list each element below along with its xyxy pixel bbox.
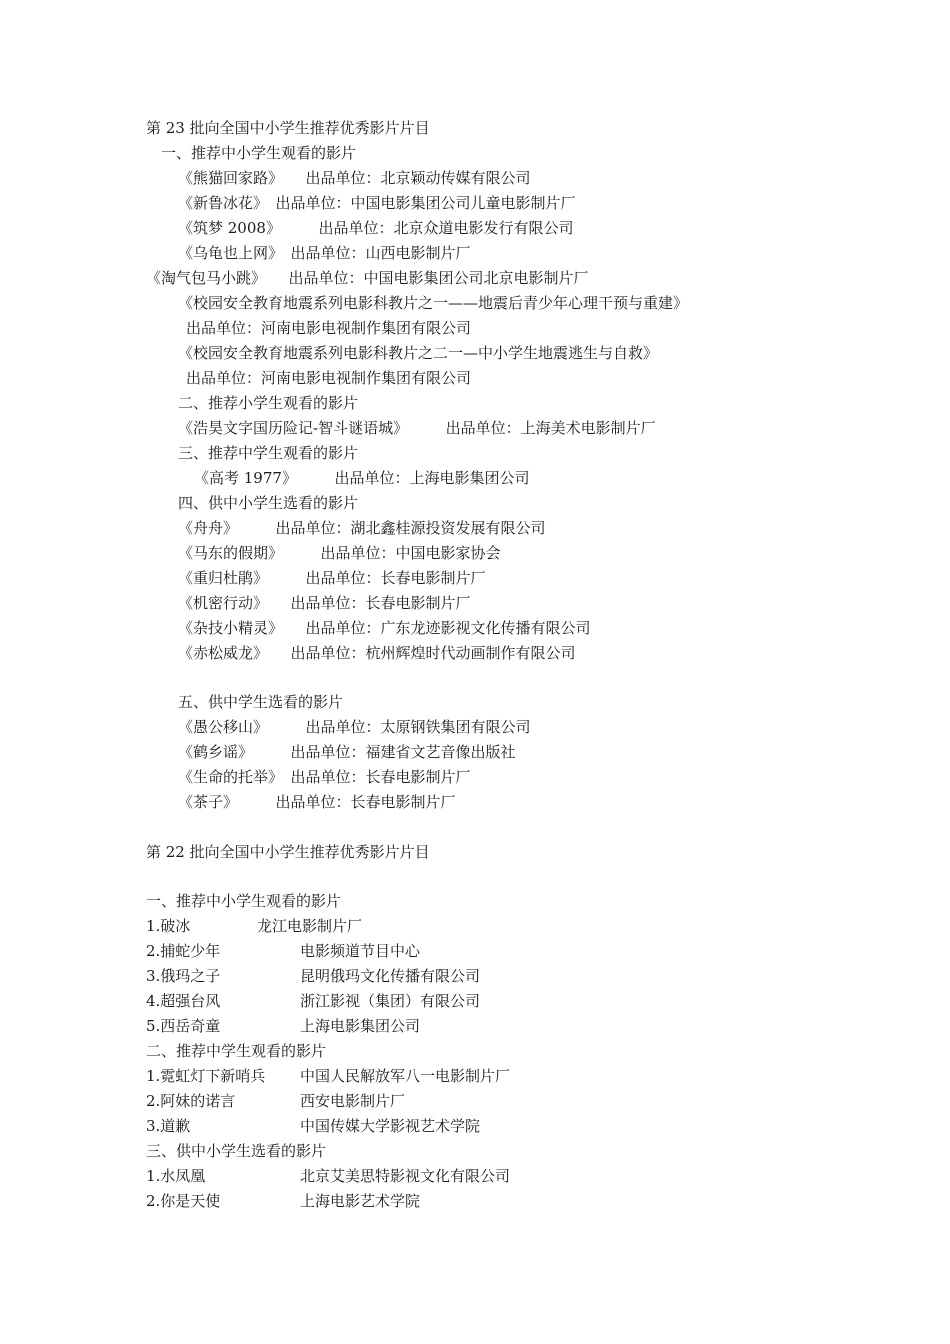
batch22-film-title: 4.超强台风 xyxy=(146,992,221,1010)
batch23-sec1-item: 《熊猫回家路》 出品单位：北京颖动传媒有限公司 xyxy=(178,169,531,187)
batch22-film-title: 1.破冰 xyxy=(146,917,191,935)
batch23-section-5-heading: 五、供中学生选看的影片 xyxy=(178,693,344,711)
batch22-producer: 中国传媒大学影视艺术学院 xyxy=(300,1117,481,1135)
batch23-sec1-item: 《筑梦 2008》 出品单位：北京众道电影发行有限公司 xyxy=(178,219,574,237)
batch23-sec4-item: 《赤松威龙》 出品单位：杭州辉煌时代动画制作有限公司 xyxy=(178,644,576,662)
batch23-sec1-item: 《校园安全教育地震系列电影科教片之二一—中小学生地震逃生与自救》 xyxy=(178,344,659,362)
batch23-sec3-item: 《高考 1977》 出品单位：上海电影集团公司 xyxy=(194,469,530,487)
batch23-section-3-heading: 三、推荐中学生观看的影片 xyxy=(178,444,359,462)
batch22-producer: 上海电影艺术学院 xyxy=(300,1192,421,1210)
batch23-sec4-item: 《机密行动》 出品单位：长春电影制片厂 xyxy=(178,594,471,612)
batch23-sec5-item: 《鹤乡谣》 出品单位：福建省文艺音像出版社 xyxy=(178,743,516,761)
batch23-sec1-item-producer: 出品单位：河南电影电视制作集团有限公司 xyxy=(186,369,472,387)
batch22-film-title: 2.捕蛇少年 xyxy=(146,942,221,960)
batch22-section-2-heading: 二、推荐中学生观看的影片 xyxy=(146,1042,327,1060)
batch23-sec5-item: 《愚公移山》 出品单位：太原钢铁集团有限公司 xyxy=(178,718,531,736)
batch22-film-title: 5.西岳奇童 xyxy=(146,1017,221,1035)
batch23-sec1-item: 《新鲁冰花》 出品单位：中国电影集团公司儿童电影制片厂 xyxy=(178,194,576,212)
batch22-producer: 西安电影制片厂 xyxy=(300,1092,406,1110)
batch23-sec1-item-producer: 出品单位：河南电影电视制作集团有限公司 xyxy=(186,319,472,337)
batch22-film-title: 1.霓虹灯下新哨兵 xyxy=(146,1067,266,1085)
batch23-sec2-item: 《浩昊文字国历险记-智斗谜语城》 出品单位：上海美术电影制片厂 xyxy=(178,419,656,437)
batch22-film-title: 2.你是天使 xyxy=(146,1192,221,1210)
batch23-sec4-item: 《舟舟》 出品单位：湖北鑫桂源投资发展有限公司 xyxy=(178,519,546,537)
batch23-sec1-item: 《淘气包马小跳》 出品单位：中国电影集团公司北京电影制片厂 xyxy=(146,269,589,287)
batch22-film-title: 1.水凤凰 xyxy=(146,1167,206,1185)
batch23-sec1-item: 《校园安全教育地震系列电影科教片之一——地震后青少年心理干预与重建》 xyxy=(178,294,689,312)
batch23-sec1-item: 《乌龟也上网》 出品单位：山西电影制片厂 xyxy=(178,244,471,262)
batch23-title: 第 23 批向全国中小学生推荐优秀影片片目 xyxy=(146,119,430,137)
batch23-sec4-item: 《重归杜鹃》 出品单位：长春电影制片厂 xyxy=(178,569,486,587)
batch22-producer: 上海电影集团公司 xyxy=(300,1017,421,1035)
batch22-film-title: 3.俄玛之子 xyxy=(146,967,221,985)
batch22-section-3-heading: 三、供中小学生选看的影片 xyxy=(146,1142,327,1160)
batch22-producer: 北京艾美思特影视文化有限公司 xyxy=(300,1167,511,1185)
batch22-section-1-heading: 一、推荐中小学生观看的影片 xyxy=(146,892,342,910)
batch22-film-title: 2.阿妹的诺言 xyxy=(146,1092,236,1110)
batch23-sec5-item: 《生命的托举》 出品单位：长春电影制片厂 xyxy=(178,768,471,786)
batch23-section-1-heading: 一、推荐中小学生观看的影片 xyxy=(161,144,357,162)
batch22-producer: 电影频道节目中心 xyxy=(300,942,421,960)
batch22-film-title: 3.道歉 xyxy=(146,1117,191,1135)
batch23-sec5-item: 《茶子》 出品单位：长春电影制片厂 xyxy=(178,793,456,811)
batch23-sec4-item: 《杂技小精灵》 出品单位：广东龙迹影视文化传播有限公司 xyxy=(178,619,591,637)
batch22-producer: 龙江电影制片厂 xyxy=(257,917,363,935)
batch23-sec4-item: 《马东的假期》 出品单位：中国电影家协会 xyxy=(178,544,501,562)
batch22-producer: 昆明俄玛文化传播有限公司 xyxy=(300,967,481,985)
batch23-section-2-heading: 二、推荐小学生观看的影片 xyxy=(178,394,359,412)
batch22-producer: 中国人民解放军八一电影制片厂 xyxy=(300,1067,511,1085)
batch22-producer: 浙江影视（集团）有限公司 xyxy=(300,992,481,1010)
batch23-section-4-heading: 四、供中小学生选看的影片 xyxy=(178,494,359,512)
batch22-title: 第 22 批向全国中小学生推荐优秀影片片目 xyxy=(146,843,430,861)
